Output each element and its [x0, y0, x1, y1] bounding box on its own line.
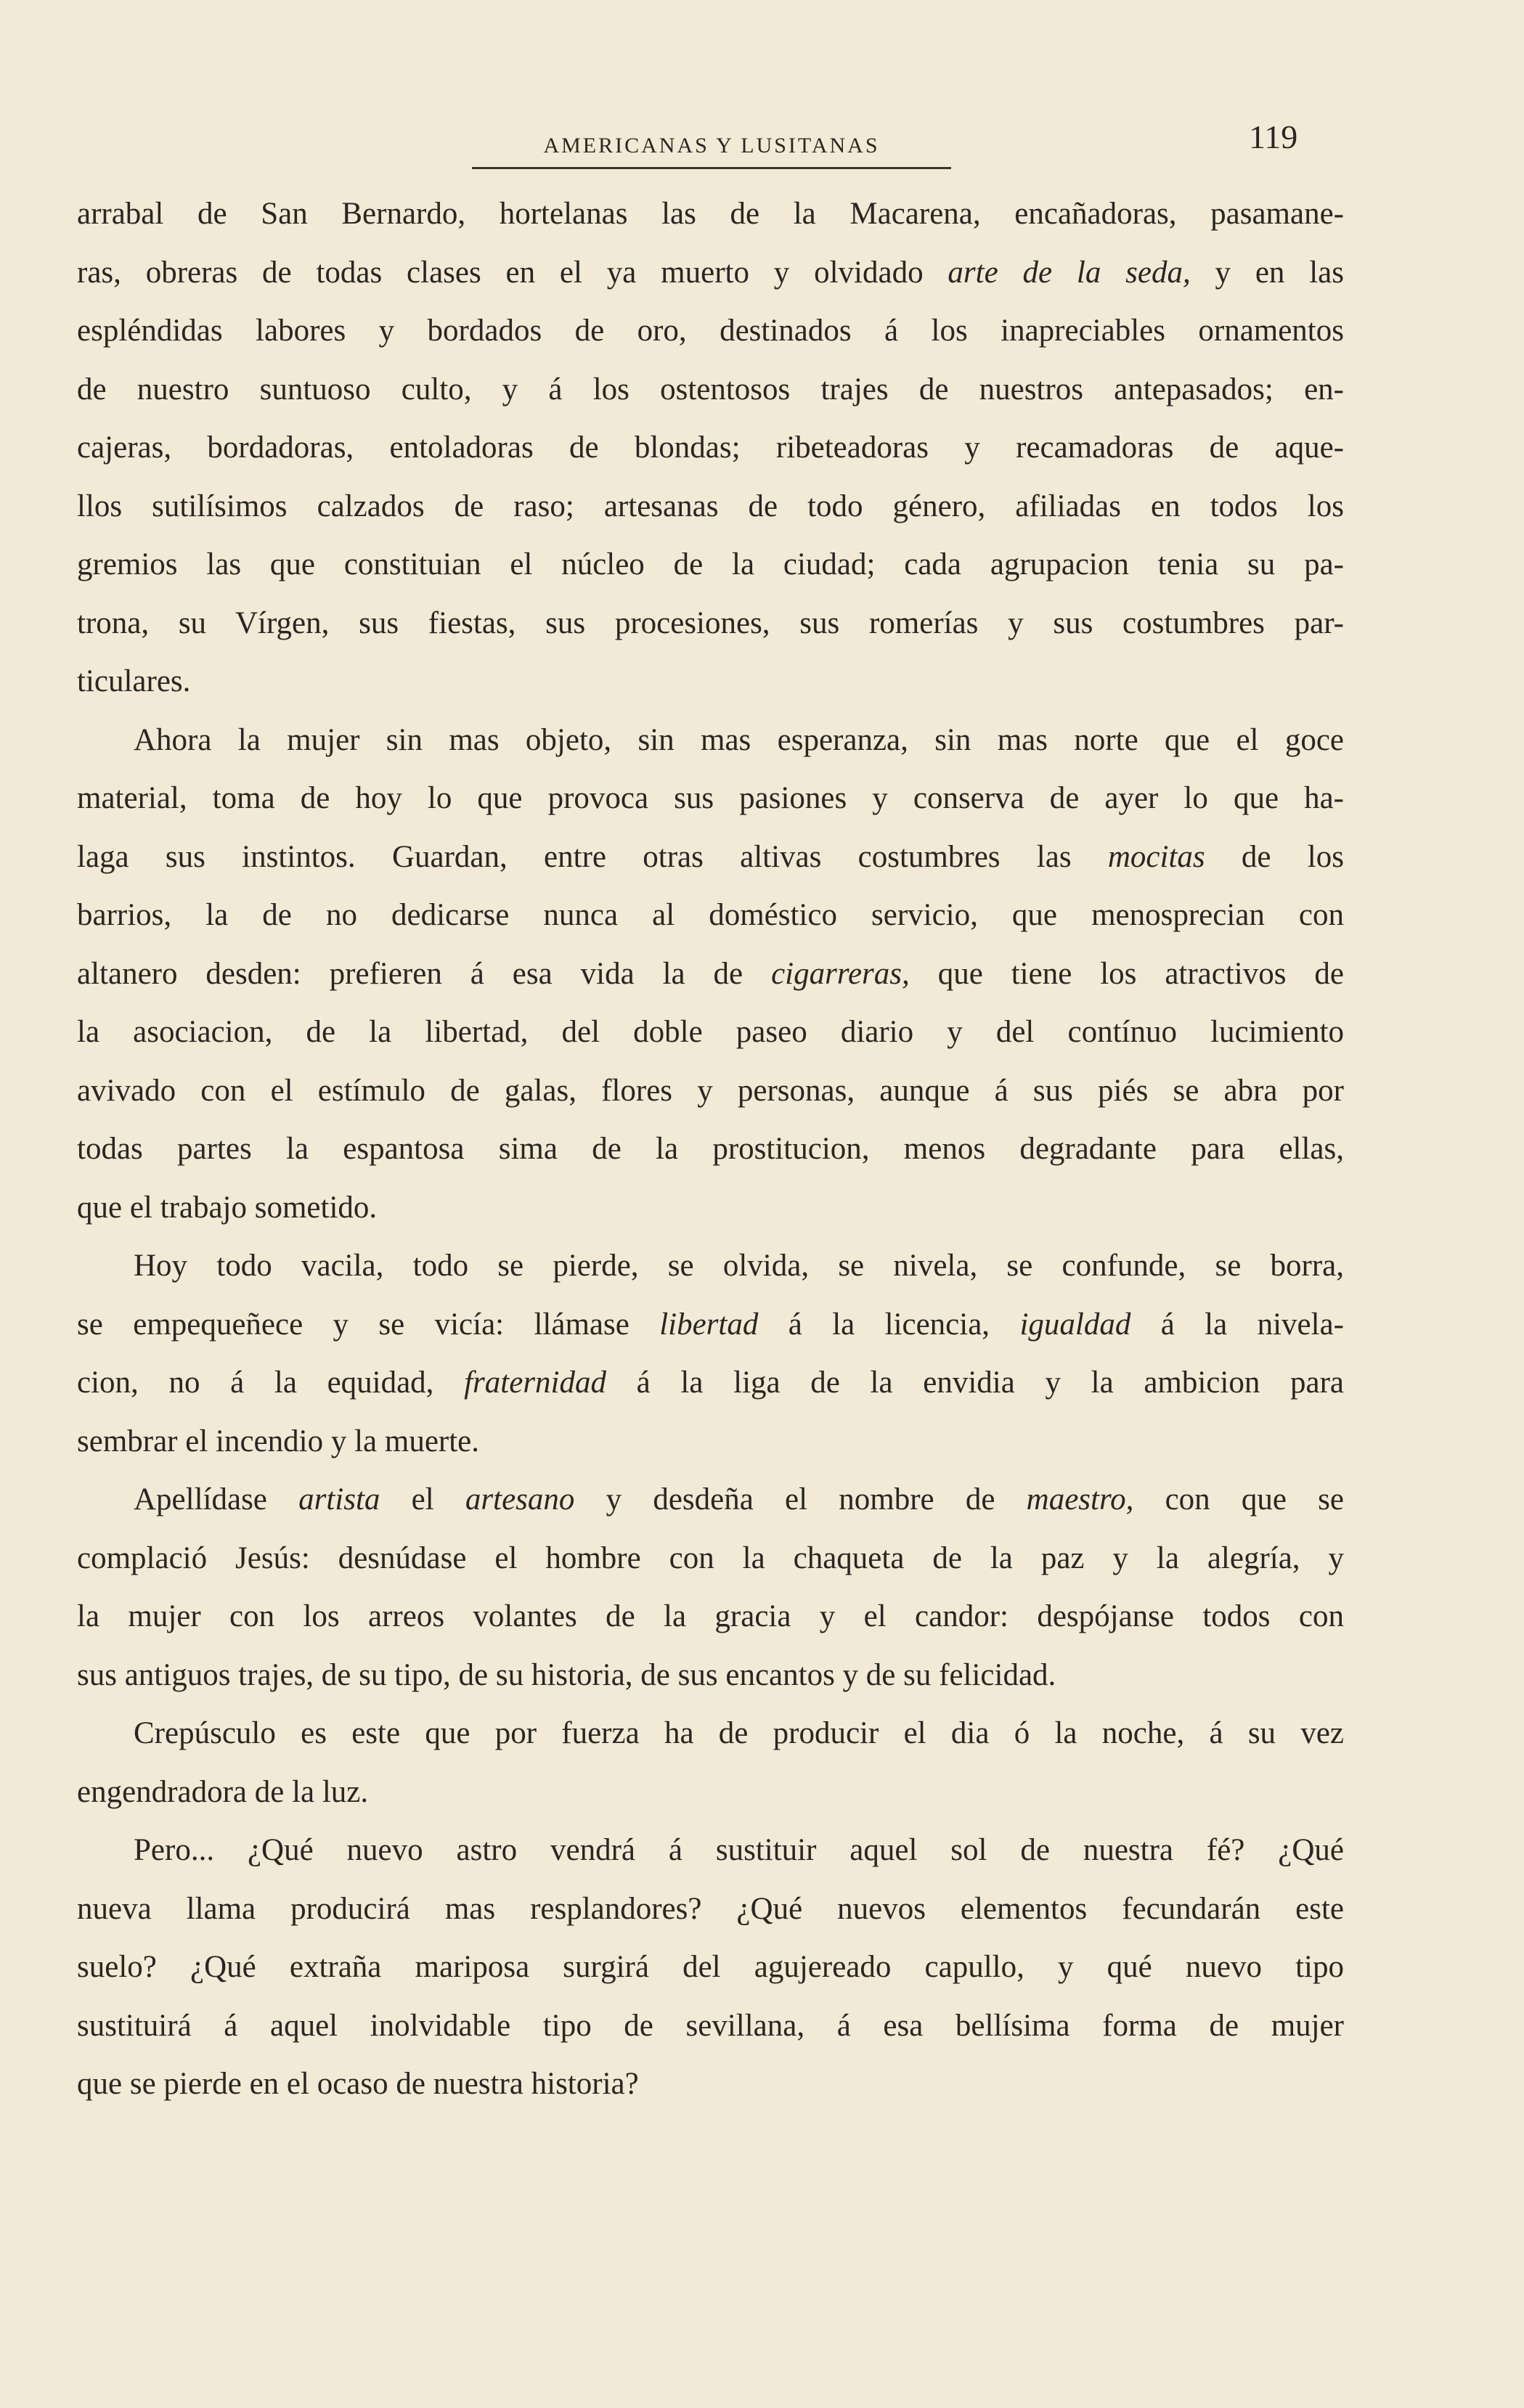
- text-line: [77, 185, 1344, 244]
- text-segment: arrabal de San Bernardo, hortelanas las de la Macarena, encañadoras, pasamane-: [77, 197, 1344, 231]
- text-line: [77, 1530, 1344, 1588]
- text-segment: que tiene los atractivos de: [909, 956, 1344, 991]
- text-segment: que el trabajo sometido.: [77, 1190, 378, 1225]
- text-line: [77, 828, 1344, 887]
- text-line: [77, 595, 1344, 653]
- text-line: [77, 1003, 1344, 1062]
- text-segment: con que se: [1133, 1482, 1344, 1517]
- text-line: [77, 1062, 1344, 1121]
- running-title: AMERICANAS Y LUSITANAS: [543, 134, 880, 158]
- text-line: [77, 770, 1344, 828]
- text-segment: á la liga de la envidia y la ambicion para: [606, 1366, 1344, 1400]
- text-segment: de los: [1205, 839, 1344, 874]
- text-line: [77, 1354, 1344, 1413]
- text-segment: laga sus instintos. Guardan, entre otras altivas costumbres las: [77, 839, 1108, 874]
- italic-text: arte de la seda,: [948, 255, 1191, 290]
- text-line: [77, 711, 1344, 770]
- text-line: [77, 536, 1344, 595]
- text-line: [77, 1997, 1344, 2056]
- italic-text: igualdad: [1019, 1307, 1131, 1342]
- text-segment: sus antiguos trajes, de su tipo, de su historia, de sus encantos y de su felicidad.: [77, 1657, 1056, 1692]
- text-segment: avivado con el estímulo de galas, flores y personas, aunque á sus piés se abra por: [77, 1073, 1344, 1108]
- text-segment: de nuestro suntuoso culto, y á los ostentosos trajes de nuestros antepasados; en-: [77, 372, 1344, 407]
- text-segment: y en las: [1190, 255, 1344, 290]
- italic-text: libertad: [659, 1307, 759, 1342]
- text-segment: barrios, la de no dedicarse nunca al doméstico servicio, que menosprecian con: [77, 898, 1344, 932]
- text-line: [77, 1880, 1344, 1939]
- text-segment: la asociacion, de la libertad, del doble paseo diario y del contínuo lucimiento: [77, 1015, 1344, 1049]
- text-line: [77, 1705, 1344, 1763]
- text-line: [77, 1237, 1344, 1296]
- italic-text: maestro,: [1026, 1482, 1134, 1517]
- text-line: [77, 1296, 1344, 1355]
- text-line: [77, 1120, 1344, 1179]
- text-segment: trona, su Vírgen, sus fiestas, sus procesiones, sus romerías y sus costumbres par-: [77, 605, 1344, 640]
- text-segment: Pero... ¿Qué nuevo astro vendrá á sustituir aquel sol de nuestra fé? ¿Qué: [134, 1833, 1344, 1867]
- text-line: [77, 1821, 1344, 1880]
- text-line: [77, 361, 1344, 420]
- text-segment: material, toma de hoy lo que provoca sus pasiones y conserva de ayer lo que ha-: [77, 781, 1344, 815]
- text-segment: llos sutilísimos calzados de raso; artesanas de todo género, afiliadas en todos los: [77, 489, 1344, 523]
- page-number: 119: [1249, 118, 1298, 155]
- italic-text: artesano: [465, 1482, 575, 1517]
- text-segment: se empequeñece y se vicía: llámase: [77, 1307, 660, 1342]
- text-segment: Ahora la mujer sin mas objeto, sin mas esperanza, sin mas norte que el goce: [134, 722, 1344, 757]
- italic-text: mocitas: [1107, 839, 1205, 874]
- italic-text: fraternidad: [464, 1366, 607, 1400]
- text-line: [77, 419, 1344, 478]
- text-line: [77, 302, 1344, 361]
- text-segment: gremios las que constituian el núcleo de la ciudad; cada agrupacion tenia su pa-: [77, 547, 1344, 581]
- text-segment: el: [380, 1482, 465, 1517]
- text-segment: á la licencia,: [758, 1307, 1020, 1342]
- text-segment: engendradora de la luz.: [77, 1774, 369, 1809]
- text-segment: ticulares.: [77, 664, 191, 698]
- text-segment: Hoy todo vacila, todo se pierde, se olvida, se nivela, se confunde, se borra,: [134, 1249, 1344, 1283]
- text-segment: ras, obreras de todas clases en el ya muerto y olvidado: [77, 255, 948, 290]
- text-segment: suelo? ¿Qué extraña mariposa surgirá del agujereado capullo, y qué nuevo tipo: [77, 1950, 1344, 1984]
- text-segment: sembrar el incendio y la muerte.: [77, 1424, 480, 1458]
- text-line: [77, 1646, 1344, 1705]
- text-segment: espléndidas labores y bordados de oro, destinados á los inapreciables ornamentos: [77, 314, 1344, 348]
- text-line: [77, 1938, 1344, 1997]
- text-segment: todas partes la espantosa sima de la prostitucion, menos degradante para ellas,: [77, 1132, 1344, 1166]
- text-segment: cajeras, bordadoras, entoladoras de blondas; ribeteadoras y recamadoras de aque-: [77, 430, 1344, 465]
- text-segment: cion, no á la equidad,: [77, 1366, 465, 1400]
- body-text: [77, 185, 1344, 2114]
- text-line: [77, 886, 1344, 945]
- running-header: [472, 131, 951, 169]
- text-line: [77, 244, 1344, 303]
- text-line: [77, 1471, 1344, 1530]
- text-segment: y desdeña el nombre de: [574, 1482, 1027, 1517]
- text-line: [77, 2055, 1344, 2114]
- text-line: [77, 1588, 1344, 1646]
- text-line: [77, 1413, 1344, 1472]
- text-line: [77, 478, 1344, 536]
- text-segment: complació Jesús: desnúdase el hombre con la chaqueta de la paz y la alegría, y: [77, 1540, 1344, 1575]
- text-segment: altanero desden: prefieren á esa vida la de: [77, 956, 772, 991]
- text-segment: nueva llama producirá mas resplandores? ¿Qué nuevos elementos fecundarán este: [77, 1891, 1344, 1926]
- text-segment: Crepúsculo es este que por fuerza ha de producir el dia ó la noche, á su vez: [134, 1716, 1344, 1750]
- text-line: [77, 1763, 1344, 1822]
- text-line: [77, 653, 1344, 711]
- text-segment: que se pierde en el ocaso de nuestra historia?: [77, 2067, 639, 2101]
- text-segment: la mujer con los arreos volantes de la gracia y el candor: despójanse todos con: [77, 1599, 1344, 1633]
- text-line: [77, 945, 1344, 1004]
- text-segment: Apellídase: [134, 1482, 299, 1517]
- text-segment: sustituirá á aquel inolvidable tipo de sevillana, á esa bellísima forma de mujer: [77, 2008, 1344, 2043]
- text-line: [77, 1179, 1344, 1238]
- italic-text: cigarreras,: [771, 956, 910, 991]
- text-segment: á la nivela-: [1130, 1307, 1344, 1342]
- italic-text: artista: [298, 1482, 380, 1517]
